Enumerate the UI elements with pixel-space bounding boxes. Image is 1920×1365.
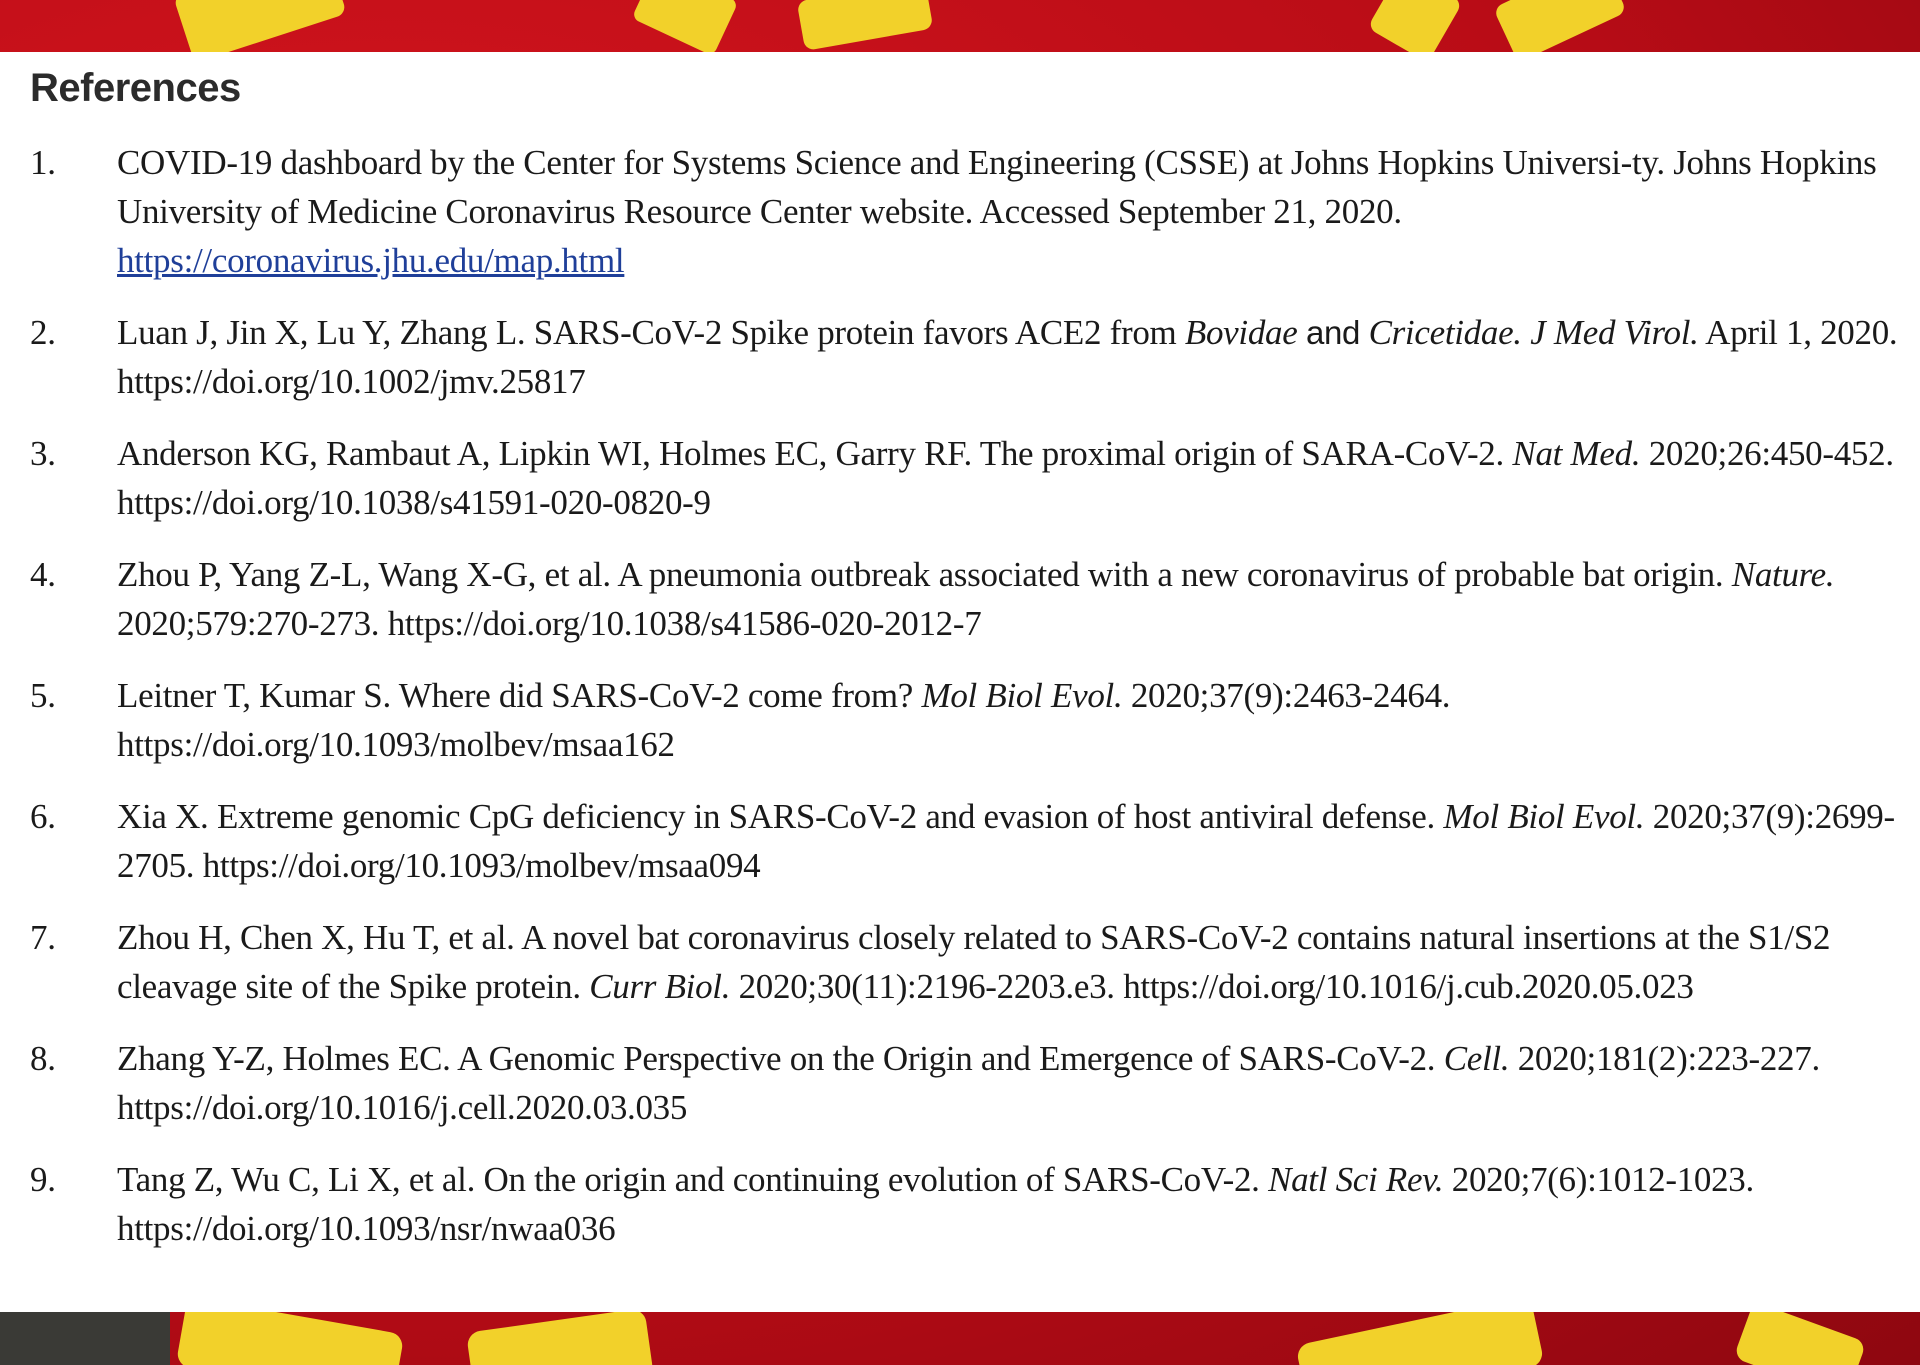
reference-citation: 2020;26:450-452. https://doi.org/10.1038/s41591-020-0820-9 (117, 434, 1894, 522)
reference-item-7 (30, 913, 1910, 1011)
reference-text: Leitner T, Kumar S. Where did SARS-CoV-2 come from? (117, 676, 922, 715)
reference-citation: 2020;37(9):2463-2464. https://doi.org/10.1093/molbev/msaa162 (117, 676, 1451, 764)
reference-journal: Mol Biol Evol. (1443, 797, 1645, 836)
reference-text: Zhou P, Yang Z-L, Wang X-G, et al. A pneumonia outbreak associated with a new coronavirus of probable bat origin. (117, 555, 1732, 594)
reference-journal: Nat Med. (1512, 434, 1641, 473)
reference-journal: Nature. (1731, 555, 1835, 594)
reference-item-3 (30, 429, 1910, 527)
reference-italic-taxon: Bovidae (1184, 313, 1298, 352)
reference-text: Luan J, Jin X, Lu Y, Zhang L. SARS-CoV-2 Spike protein favors ACE2 from (117, 313, 1185, 352)
reference-item-5 (30, 671, 1910, 769)
reference-item-4 (30, 550, 1910, 648)
reference-number: 4. (30, 555, 56, 594)
reference-number: 6. (30, 797, 56, 836)
reference-citation: 2020;7(6):1012-1023. https://doi.org/10.1093/nsr/nwaa036 (117, 1160, 1754, 1248)
reference-journal: Cell. (1443, 1039, 1510, 1078)
reference-text: COVID-19 dashboard by the Center for Systems Science and Engineering (CSSE) at Johns Hopkins Universi-ty. Johns Hopkins University of Medicine Coronavirus Resource Center website. Accessed September 21, 2020. (117, 143, 1877, 231)
reference-item-2 (30, 308, 1910, 406)
reference-journal: Curr Biol. (589, 967, 731, 1006)
reference-link[interactable]: https://coronavirus.jhu.edu/map.html (117, 241, 625, 280)
references-list (30, 138, 1910, 1276)
reference-number: 3. (30, 434, 56, 473)
reference-item-6 (30, 792, 1910, 890)
reference-number: 1. (30, 143, 56, 182)
reference-text: Zhou H, Chen X, Hu T, et al. A novel bat coronavirus closely related to SARS-CoV-2 contains natural insertions at the S1/S2 cleavage site of the Spike protein. (117, 918, 1831, 1006)
reference-text: Zhang Y-Z, Holmes EC. A Genomic Perspective on the Origin and Emergence of SARS-CoV-2. (117, 1039, 1444, 1078)
reference-number: 7. (30, 918, 56, 957)
reference-citation: April 1, 2020. https://doi.org/10.1002/jmv.25817 (117, 313, 1898, 401)
reference-journal: Cricetidae. J Med Virol. (1368, 313, 1699, 352)
background-shape (466, 1308, 654, 1365)
reference-citation: 2020;181(2):223-227. https://doi.org/10.1016/j.cell.2020.03.035 (117, 1039, 1820, 1127)
reference-item-9 (30, 1155, 1910, 1253)
reference-text: Tang Z, Wu C, Li X, et al. On the origin and continuing evolution of SARS-CoV-2. (117, 1160, 1269, 1199)
reference-item-1 (30, 138, 1910, 285)
reference-text: Anderson KG, Rambaut A, Lipkin WI, Holmes EC, Garry RF. The proximal origin of SARA-CoV-2. (117, 434, 1513, 473)
reference-journal: Mol Biol Evol. (921, 676, 1123, 715)
reference-citation: 2020;37(9):2699-2705. https://doi.org/10.1093/molbev/msaa094 (117, 797, 1895, 885)
reference-number: 2. (30, 313, 56, 352)
background-shape (0, 1312, 170, 1365)
reference-journal: Natl Sci Rev. (1268, 1160, 1444, 1199)
reference-number: 8. (30, 1039, 56, 1078)
reference-conjunction: and (1305, 314, 1361, 351)
reference-number: 9. (30, 1160, 56, 1199)
reference-item-8 (30, 1034, 1910, 1132)
reference-citation: 2020;30(11):2196-2203.e3. https://doi.org/10.1016/j.cub.2020.05.023 (738, 967, 1694, 1006)
background-shape (797, 0, 934, 51)
reference-number: 5. (30, 676, 56, 715)
references-panel (0, 52, 1920, 1312)
reference-text: Xia X. Extreme genomic CpG deficiency in SARS-CoV-2 and evasion of host antiviral defense. (117, 797, 1444, 836)
reference-citation: 2020;579:270-273. https://doi.org/10.1038/s41586-020-2012-7 (117, 604, 982, 643)
references-heading: References (30, 66, 241, 110)
background-shape (632, 0, 739, 56)
